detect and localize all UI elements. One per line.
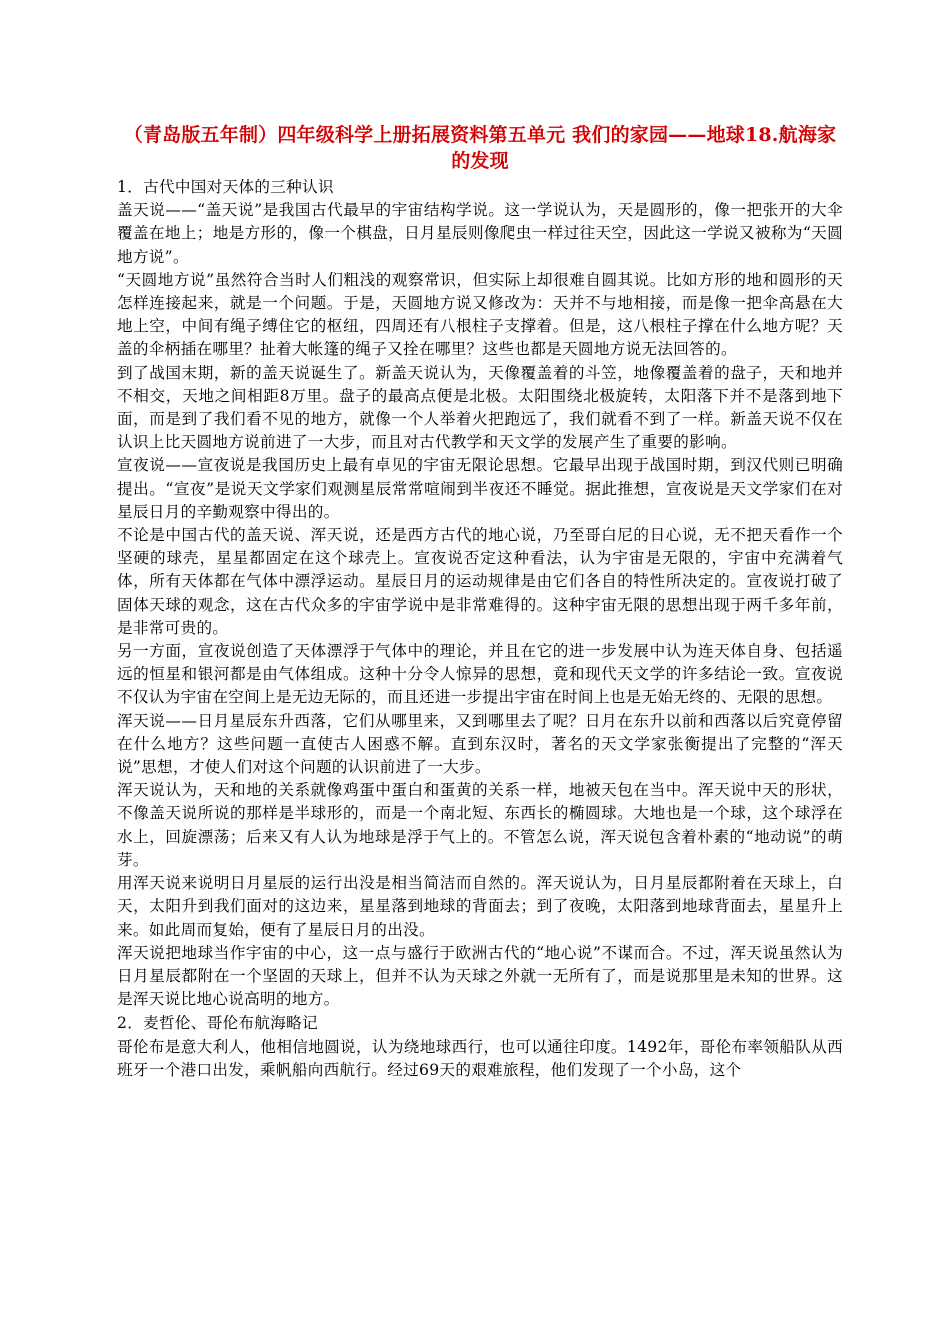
paragraph: 宣夜说——宣夜说是我国历史上最有卓见的宇宙无限论思想。它最早出现于战国时期，到汉代则已明确提出。“宣夜”是说天文学家们观测星辰常常喧闹到半夜还不睡觉。据此推想，宣夜说是天文学家们在对星辰日月的辛勤观察中得出的。 [117, 456, 843, 521]
paragraph: 哥伦布是意大利人，他相信地圆说，认为绕地球西行，也可以通往印度。1492年，哥伦布率领船队从西班牙一个港口出发，乘帆船向西航行。经过69天的艰难旅程，他们发现了一个小岛，这个 [117, 1037, 843, 1079]
paragraph: 不论是中国古代的盖天说、浑天说，还是西方古代的地心说，乃至哥白尼的日心说，无不把天看作一个坚硬的球壳，星星都固定在这个球壳上。宣夜说否定这种看法，认为宇宙是无限的，宇宙中充满着气体，所有天体都在气体中漂浮运动。星辰日月的运动规律是由它们各自的特性所决定的。宣夜说打破了固体天球的观念，这在古代众多的宇宙学说中是非常难得的。这种宇宙无限的思想出现于两千多年前，是非常可贵的。 [117, 526, 843, 637]
paragraph: “天圆地方说”虽然符合当时人们粗浅的观察常识，但实际上却很难自圆其说。比如方形的地和圆形的天怎样连接起来，就是一个问题。于是，天圆地方说又修改为：天并不与地相接，而是像一把伞高悬在大地上空，中间有绳子缚住它的枢纽，四周还有八根柱子支撑着。但是，这八根柱子撑在什么地方呢？天盖的伞柄插在哪里？扯着大帐篷的绳子又拴在哪里？这些也都是天圆地方说无法回答的。 [117, 270, 843, 359]
paragraph: 盖天说——“盖天说”是我国古代最早的宇宙结构学说。这一学说认为，天是圆形的，像一把张开的大伞覆盖在地上；地是方形的，像一个棋盘，日月星辰则像爬虫一样过往天空，因此这一学说又被称为“天圆地方说”。 [117, 201, 843, 266]
section-heading-1: 1．古代中国对天体的三种认识 [117, 178, 334, 196]
paragraph: 用浑天说来说明日月星辰的运行出没是相当简洁而自然的。浑天说认为，日月星辰都附着在天球上，白天，太阳升到我们面对的这边来，星星落到地球的背面去；到了夜晚，太阳落到地球背面去，星星升上来。如此周而复始，便有了星辰日月的出没。 [117, 874, 843, 939]
paragraph: 浑天说认为，天和地的关系就像鸡蛋中蛋白和蛋黄的关系一样，地被天包在当中。浑天说中天的形状，不像盖天说所说的那样是半球形的，而是一个南北短、东西长的椭圆球。大地也是一个球，这个球浮在水上，回旋漂荡；后来又有人认为地球是浮于气上的。不管怎么说，浑天说包含着朴素的“地动说”的萌芽。 [117, 781, 843, 869]
section-heading-2: 2．麦哲伦、哥伦布航海略记 [117, 1014, 318, 1033]
document-page [117, 122, 843, 1082]
document-title: （青岛版五年制）四年级科学上册拓展资料第五单元 我们的家园——地球18.航海家的发现 [123, 124, 837, 172]
paragraph: 浑天说把地球当作宇宙的中心，这一点与盛行于欧洲古代的“地心说”不谋而合。不过，浑天说虽然认为日月星辰都附在一个坚固的天球上，但并不认为天球之外就一无所有了，而是说那里是未知的世界。这是浑天说比地心说高明的地方。 [117, 943, 843, 1009]
paragraph: 到了战国末期，新的盖天说诞生了。新盖天说认为，天像覆盖着的斗笠，地像覆盖着的盘子，天和地并不相交，天地之间相距8万里。盘子的最高点便是北极。太阳围绕北极旋转，太阳落下并不是落到地下面，而是到了我们看不见的地方，就像一个人举着火把跑远了，我们就看不到了一样。新盖天说不仅在认识上比天圆地方说前进了一大步，而且对古代教学和天文学的发展产生了重要的影响。 [117, 363, 843, 452]
paragraph: 浑天说——日月星辰东升西落，它们从哪里来，又到哪里去了呢？日月在东升以前和西落以后究竟停留在什么地方？这些问题一直使古人困惑不解。直到东汉时，著名的天文学家张衡提出了完整的“浑天说”思想，才使人们对这个问题的认识前进了一大步。 [117, 711, 843, 777]
paragraph: 另一方面，宣夜说创造了天体漂浮于气体中的理论，并且在它的进一步发展中认为连天体自身、包括遥远的恒星和银河都是由气体组成。这种十分令人惊异的思想，竟和现代天文学的许多结论一致。宣夜说不仅认为宇宙在空间上是无边无际的，而且还进一步提出宇宙在时间上也是无始无终的、无限的思想。 [117, 642, 843, 707]
